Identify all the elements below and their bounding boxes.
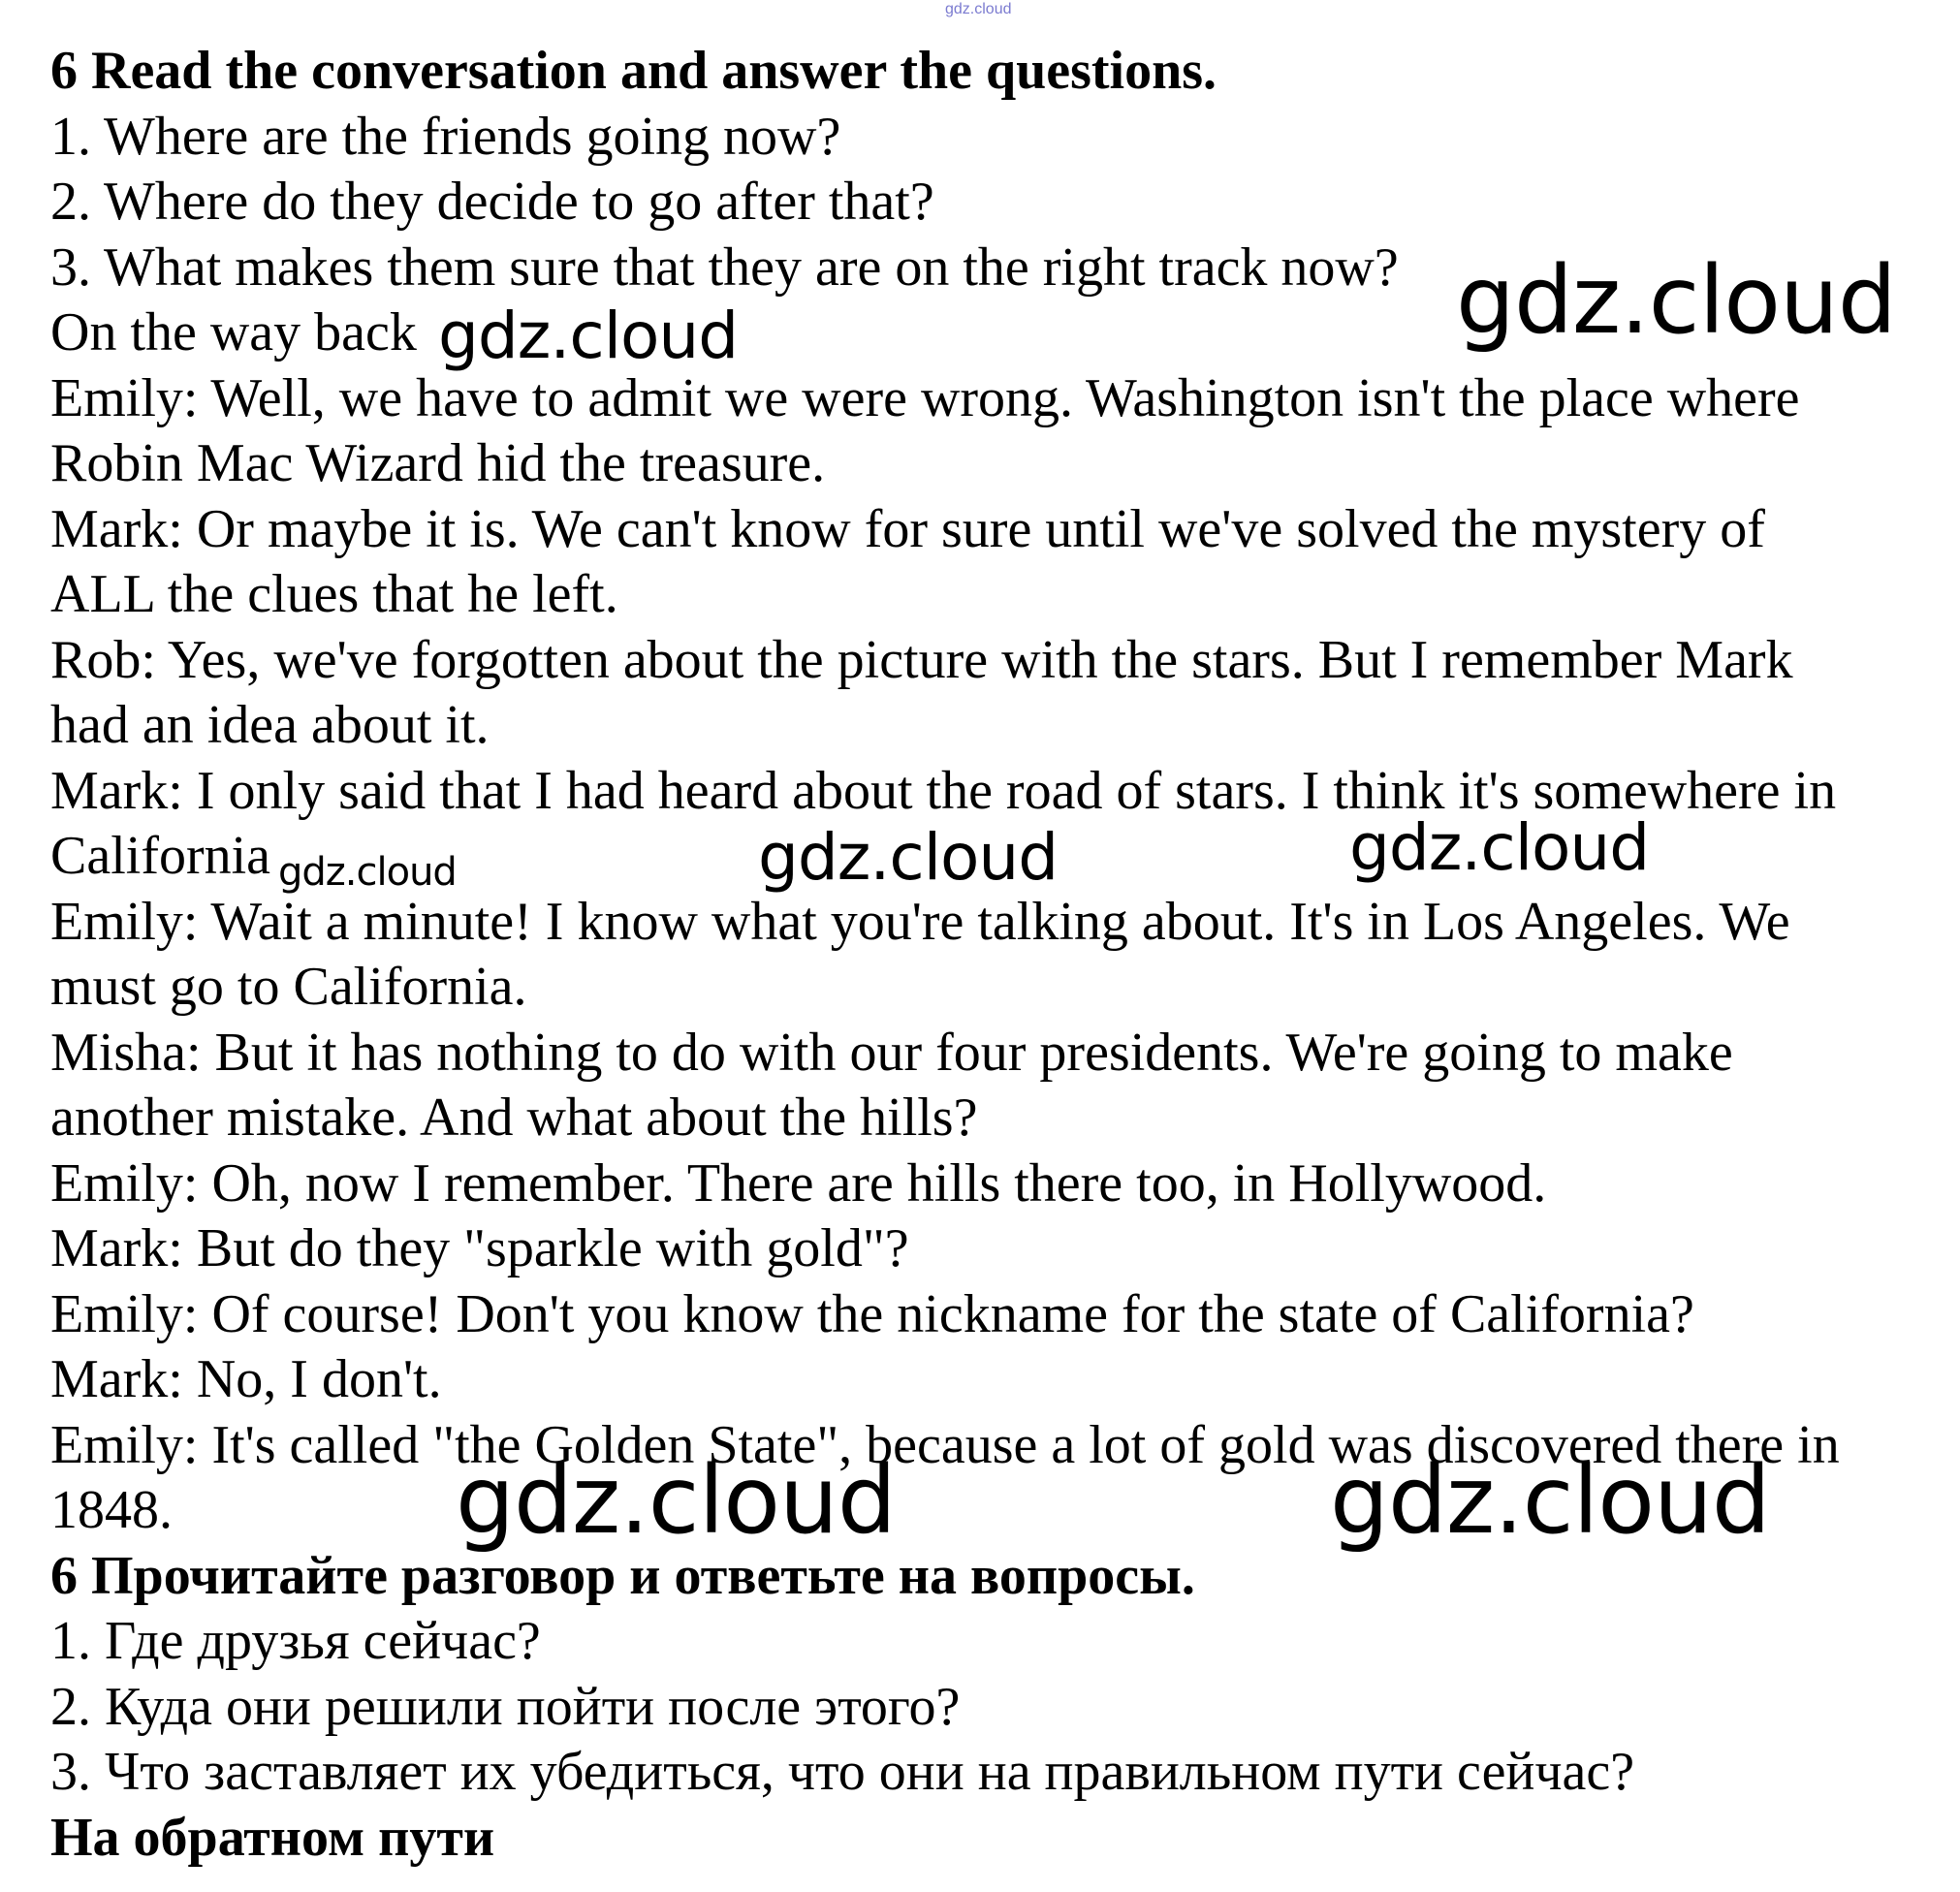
watermark: gdz.cloud (438, 299, 739, 373)
watermark: gdz.cloud (1456, 246, 1896, 355)
question-2-russian: 2. Куда они решили пойти после этого? (50, 1676, 961, 1737)
question-3-russian: 3. Что заставляет их убедиться, что они на правильном пути сейчас? (50, 1742, 1635, 1802)
watermark-small-top: gdz.cloud (945, 1, 1012, 17)
dialogue-line: Emily: It's called "the Golden State", because a lot of gold was discovered there in (50, 1414, 1840, 1475)
watermark: gdz.cloud (1330, 1446, 1770, 1555)
exercise-heading-russian: 6 Прочитайте разговор и ответьте на вопросы. (50, 1545, 1195, 1606)
dialogue-line: Emily: Well, we have to admit we were wrong. Washington isn't the place where (50, 367, 1800, 428)
question-2-english: 2. Where do they decide to go after that? (50, 172, 934, 232)
dialogue-line: must go to California. (50, 957, 527, 1017)
dialogue-line: Mark: Or maybe it is. We can't know for sure until we've solved the mystery of (50, 498, 1765, 559)
watermark: gdz.cloud (278, 850, 457, 895)
dialogue-line: another mistake. And what about the hills? (50, 1088, 978, 1148)
dialogue-line: Emily: Oh, now I remember. There are hills there too, in Hollywood. (50, 1152, 1547, 1214)
question-1-english: 1. Where are the friends going now? (50, 106, 841, 167)
dialogue-title-english: On the way back (50, 302, 417, 363)
dialogue-line: Mark: But do they "sparkle with gold"? (50, 1218, 909, 1278)
question-3-english: 3. What makes them sure that they are on the right track now? (50, 236, 1399, 298)
exercise-heading-english: 6 Read the conversation and answer the questions. (50, 41, 1217, 101)
dialogue-line: had an idea about it. (50, 695, 490, 755)
watermark: gdz.cloud (758, 820, 1059, 895)
dialogue-line: California (50, 826, 271, 886)
dialogue-line: Emily: Wait a minute! I know what you're talking about. It's in Los Angeles. We (50, 891, 1790, 952)
dialogue-line: ALL the clues that he left. (50, 564, 618, 624)
dialogue-line: Mark: I only said that I had heard about the road of stars. I think it's somewhere in (50, 760, 1837, 821)
dialogue-title-russian: На обратном пути (50, 1807, 495, 1868)
watermark: gdz.cloud (1349, 810, 1650, 885)
dialogue-line: Mark: No, I don't. (50, 1349, 442, 1409)
watermark: gdz.cloud (456, 1446, 896, 1555)
dialogue-line: Robin Mac Wizard hid the treasure. (50, 433, 826, 493)
question-1-russian: 1. Где друзья сейчас? (50, 1611, 541, 1671)
dialogue-line: Rob: Yes, we've forgotten about the picture with the stars. But I remember Mark (50, 629, 1793, 690)
dialogue-line: Emily: Of course! Don't you know the nickname for the state of California? (50, 1283, 1694, 1344)
dialogue-line: 1848. (50, 1480, 173, 1540)
dialogue-line: Misha: But it has nothing to do with our four presidents. We're going to make (50, 1022, 1733, 1083)
